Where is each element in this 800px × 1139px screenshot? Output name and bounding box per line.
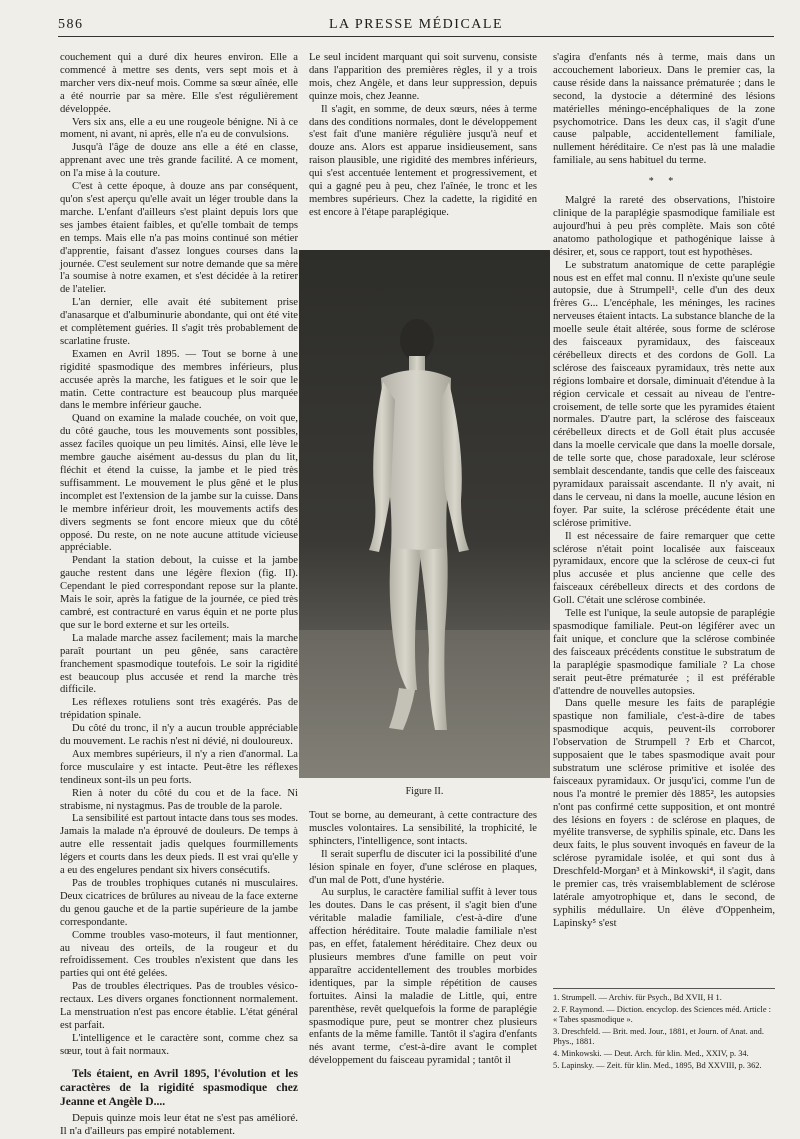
paragraph: Telle est l'unique, la seule autopsie de paraplégie spasmodique familiale. Peut-on légiférer avec un fait unique, et conclure que la sclérose combinée des faisceaux précédents constitue le substratum de la paraplégie spasmodique familiale ? La chose serait peut-être prématurée ; il est préférable d'attendre de nouvelles autopsies. xyxy=(553,608,775,697)
paragraph: Aux membres supérieurs, il n'y a rien d'anormal. La force musculaire y est intacte. Peut-être les réflexes tendineux sont-ils un peu forts. xyxy=(60,748,298,786)
paragraph: Pendant la station debout, la cuisse et la jambe gauche restent dans une légère flexion (fig. II). Cependant le pied correspondant repose sur la plante. Mais le soir, après la fatigue de la journée, ce pied très cambré, est contracturé en varus équin et ne porte plus que sur le bord externe et sur les orteils. xyxy=(60,555,298,631)
page-number: 586 xyxy=(58,17,84,32)
footnote: 3. Dreschfeld. — Brit. med. Jour., 1881, et Journ. of Anat. and. Phys., 1881. xyxy=(553,1026,764,1047)
paragraph: Il s'agit, en somme, de deux sœurs, nées à terme dans des conditions normales, dont le développement s'est fait d'une manière régulière jusqu'à neuf et douze ans. Alors est apparue insidieusement, sans raison plausible, une rigidité des membres inférieurs, qui s'est accentuée lentement et progressivement, et qui a gagné peu à peu, chez l'aînée, le tronc et les membres supérieurs. Chez la cadette, la rigidité en est encore à l'étape paraplégique. xyxy=(309,103,537,218)
paragraph: Tout se borne, au demeurant, à cette contracture des muscles volontaires. La sensibilité, la trophicité, le sphincters, l'intelligence, sont intacts. xyxy=(309,810,537,847)
paragraph: Il serait superflu de discuter ici la possibilité d'une lésion spinale en foyer, d'une sclérose en plaques, d'un mal de Pott, d'une hystérie. xyxy=(309,848,537,886)
standing-figure-photo xyxy=(299,250,550,778)
paragraph: Le substratum anatomique de cette paraplégie nous est en effet mal connu. Il n'existe qu'une seule autopsie, due à Strumpell¹, celle d'un des deux frères G... L'encéphale, les méninges, les racines nerveuses étaient intacts. La substance blanche de la moelle seule était altérée, sous forme de sclérose des faisceaux pyramidaux, des faisceaux cérébelleux directs et des cordons de Goll. La sclérose des faisceaux pyramidaux, très nette aux régions lombaire et dorsale, diminuait d'étendue à la région cervicale et cessait au niveau de l'entre-croisement, de telle sorte que les pyramides étaient normales. D'autre part, la sclérose des faisceaux cérébelleux directs et de Goll était plus accusée dans la moelle cervicale que dans la moelle dorsale, de telle sorte que, chose paradoxale, leur sclérose semblait descendante, tandis que celle des faisceaux pyramidaux paraissait ascendante. Il n'y avait, ni dans le cerveau, ni dans la moelle, aucune lésion en foyer. Par suite, la sclérose précédente était une sclérose primitive. xyxy=(553,259,775,529)
column-middle-top xyxy=(309,52,537,220)
paragraph: Il est nécessaire de faire remarquer que cette sclérose n'était point localisée aux faisceaux pyramidaux, encore que la sclérose de ceux-ci fut plus accusée et plus ancienne que celle des faisceaux cérébelleux directs et des cordons de Goll. C'était une sclérose combinée. xyxy=(553,530,775,607)
paragraph: Malgré la rareté des observations, l'histoire clinique de la paraplégie spasmodique familiale est aujourd'hui à peu près complète. Mais son côté anatomo pathologique et pathogénique laisse à désirer, et, sous ce rapport, tout est hypothèses. xyxy=(553,195,775,258)
paragraph: Vers six ans, elle a eu une rougeole bénigne. Ni à ce moment, ni avant, ni après, elle n'a eu de convulsions. xyxy=(60,116,298,141)
paragraph: Du côté du tronc, il n'y a aucun trouble appréciable du mouvement. Le rachis n'est ni dévié, ni douloureux. xyxy=(60,723,298,748)
paragraph: Depuis quinze mois leur état ne s'est pas amélioré. Il n'a d'ailleurs pas empiré notablement. xyxy=(60,1111,298,1138)
footnotes xyxy=(553,988,775,1072)
paragraph: C'est à cette époque, à douze ans par conséquent, qu'on s'est aperçu qu'elle avait un léger trouble dans la marche. L'enfant d'ailleurs s'est plaint depuis lors que ses jambes étaient faibles, et qu'elle tombait de temps en temps. Mais elle n'a pas moins continué son métier d'apprentie, faisant d'assez longues courses dans la journée. C'est seulement sur notre demande que sa mère l'a soumise à notre examen, et s'est décidée à la retirer de l'atelier. xyxy=(60,181,298,296)
paragraph: La malade marche assez facilement; mais la marche paraît pourtant un peu gênée, sans caractère franchement spasmodique toutefois. Le soir la rigidité est beaucoup plus accusée et rend la marche très difficile. xyxy=(60,632,298,696)
footnote: 2. F. Raymond. — Diction. encyclop. des Sciences méd. Article : « Tabes spasmodique ». xyxy=(553,1004,771,1025)
column-left xyxy=(60,52,298,1139)
paragraph: Rien à noter du côté du cou et de la face. Ni strabisme, ni nystagmus. Pas de trouble de la parole. xyxy=(60,787,298,812)
section-summary: Tels étaient, en Avril 1895, l'évolution et les caractères de la rigidité spasmodique chez Jeanne et Angèle D.... xyxy=(60,1067,298,1108)
paragraph: Quand on examine la malade couchée, on voit que, du côté gauche, tous les mouvements sont possibles, assez faciles quoique un peu limités. Ainsi, elle lève le membre gauche aisément au-dessus du plan du lit, fléchit et étend la cuisse, la jambe et le pied très suffisamment. Le mouvement le plus gêné et le plus incomplet est l'extension de la jambe sur la cuisse. Dans le membre inférieur droit, les mouvements actifs des divers segments se font encore mieux que du côté opposé. Du reste, on ne note aucune attitude vicieuse appréciable. xyxy=(60,413,298,554)
paragraph: Comme troubles vaso-moteurs, il faut mentionner, au niveau des orteils, de la rougeur et du refroidissement. Ces troubles n'existent que dans les parties qui ont été gelées. xyxy=(60,929,298,980)
paragraph: s'agira d'enfants nés à terme, mais dans un accouchement laborieux. Dans le premier cas, la cause réside dans la naissance prématurée ; dans le second, la dystocie a déterminé des lésions matérielles méningo-encéphaliques de la zone psychomotrice. Dans les deux cas, il s'agit d'une cause palpable, accidentellement familiale, nullement héréditaire. Ce n'est pas là une maladie familiale, au sens habituel du terme. xyxy=(553,52,775,167)
paragraph: Au surplus, le caractère familial suffit à lever tous les doutes. Dans le cas présent, il s'agit bien d'une véritable maladie familiale, c'est-à-dire d'une affection héréditaire. Toute maladie familiale n'est pas, en effet, fatalement héréditaire. Chez deux ou plusieurs membres d'une famille on peut voir apparaître accidentellement des troubles morbides identiques, par la simple répétition de causes fortuites. Ainsi la maladie de Little, qui, entre parenthèse, revêt quelquefois la forme de paraplégie spasmodique pure, peut se montrer chez plusieurs enfants de la même famille. Tantôt il s'agira d'enfants nés avant terme, c'est-à-dire avant le complet développement du faisceau pyramidal ; tantôt il xyxy=(309,887,537,1067)
paragraph: L'intelligence et le caractère sont, comme chez sa sœur, tout à fait normaux. xyxy=(60,1032,298,1057)
page-header xyxy=(58,14,774,37)
paragraph: Jusqu'à l'âge de douze ans elle a été en classe, apprenant avec une très grande facilité. A ce moment, on l'a mise à la couture. xyxy=(60,142,298,180)
paragraph: Dans quelle mesure les faits de paraplégie spastique non familiale, c'est-à-dire de tabes spasmodique acquis, peuvent-ils corroborer l'observation de Strumpell ? Erb et Charcot, supposaient que le tabes spasmodique avait pour substratum une sclérose primitive et isolée des faisceaux pyramidaux. Or jusqu'ici, comme l'un de nous l'a montré le premier dès 1885², les autopsies n'ont pas confirmé cette supposition, et ont montré des lésions en foyers : de sclérose en plaques, de myélite transverse, de syphilis spinale, etc. Dans les deux faits, le plus souvent invoqués en faveur de la sclérose pyramidale isolée, et qui sont dus à Dreschfeld-Morgan³ et à Minkowski⁴, il s'agit, dans le premier cas, très vraisemblablement de sclérose latérale amyotrophique et, dans le second, de syphilis médullaire. Un élève d'Oppenheim, Lapinsky⁵ s'est xyxy=(553,698,775,929)
journal-title: LA PRESSE MÉDICALE xyxy=(328,17,503,32)
footnote: 5. Lapinsky. — Zeit. für klin. Med., 1895, Bd XXVIII, p. 362. xyxy=(553,1060,762,1070)
paragraph: Les réflexes rotuliens sont très exagérés. Pas de trépidation spinale. xyxy=(60,697,298,722)
footnote: 4. Minkowski. — Deut. Arch. für klin. Med., XXIV, p. 34. xyxy=(553,1048,749,1058)
figure-caption: Figure II. xyxy=(405,786,444,797)
paragraph: Le seul incident marquant qui soit survenu, consiste dans l'apparition des premières règles, il y a trois mois, chez Angèle, et dans leur suppression, depuis quinze mois, chez Jeanne. xyxy=(309,52,537,102)
paragraph: Pas de troubles trophiques cutanés ni musculaires. Deux cicatrices de brûlures au niveau de la face externe du genou gauche et de la partie supérieure de la jambe correspondante. xyxy=(60,878,298,928)
figure-photograph xyxy=(299,250,550,778)
footnote: 1. Strumpell. — Archiv. für Psych., Bd XVII, H 1. xyxy=(553,993,722,1002)
paragraph: Pas de troubles électriques. Pas de troubles vésico-rectaux. Les divers organes fonctionnent normalement. La menstruation n'est pas encore établie. L'état général est parfait. xyxy=(60,981,298,1031)
column-middle-bottom xyxy=(309,810,537,1068)
section-separator: * * xyxy=(648,176,680,188)
paragraph: Examen en Avril 1895. — Tout se borne à une rigidité spasmodique des membres inférieurs, plus accusée après la marche, les fatigues et le soir que le matin. Cette contracture est beaucoup plus marquée dans le membre inférieur gauche. xyxy=(60,348,298,412)
paragraph: L'an dernier, elle avait été subitement prise d'anasarque et d'albuminurie abondante, qui ont été vite et complètement guéries. Il s'agit très probablement de scarlatine fruste. xyxy=(60,297,298,347)
paragraph: couchement qui a duré dix heures environ. Elle a commencé à mettre ses dents, vers sept mois et à marcher vers dix-neuf mois. Comme sa sœur aînée, elle a été nourrie par sa mère. Elle s'est régulièrement développée. xyxy=(60,52,298,115)
column-right xyxy=(553,52,775,931)
paragraph: La sensibilité est partout intacte dans tous ses modes. Jamais la malade n'a éprouvé de douleurs. De temps à autre elle ressentait jadis quelques fourmillements légers et courts dans les deux pieds. Il est vrai qu'elle y a eu des engelures pendant six hivers consécutifs. xyxy=(60,813,298,877)
